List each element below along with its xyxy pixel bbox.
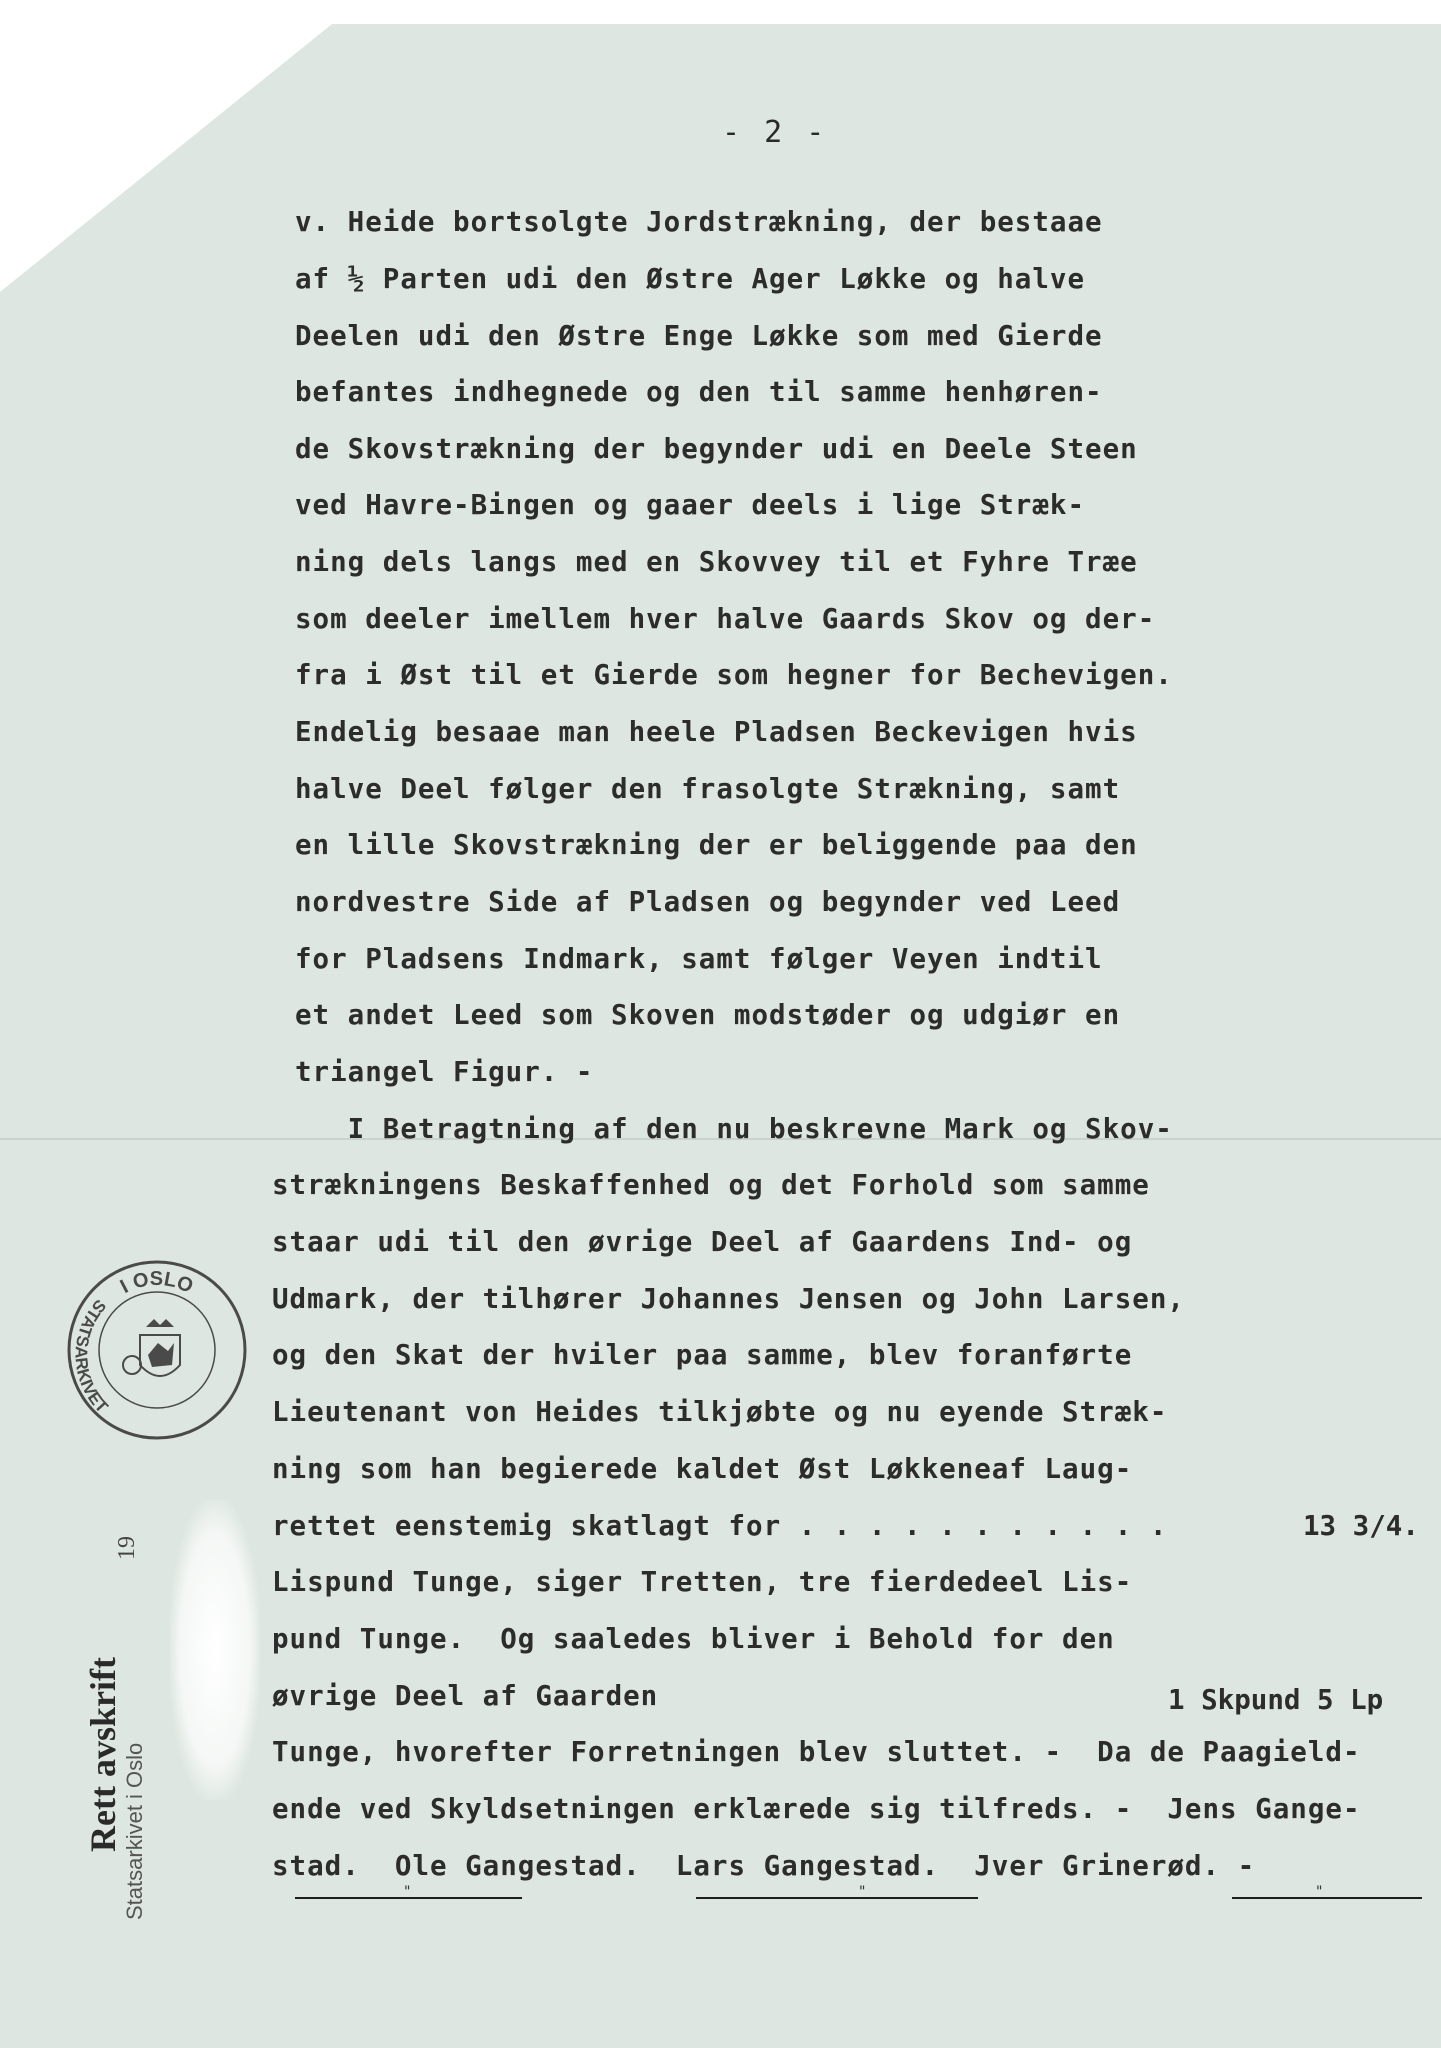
margin-title: Rett avskrift <box>83 1657 123 1852</box>
text-line: Lieutenant von Heides tilkjøbte og nu eyende Stræk- <box>272 1396 1168 1428</box>
text-line: staar udi til den øvrige Deel af Gaardens Ind- og <box>272 1226 1133 1258</box>
underline-segment <box>696 1897 978 1899</box>
text-line: af ½ Parten udi den Østre Ager Løkke og halve <box>295 263 1086 295</box>
text-line: Tunge, hvorefter Forretningen blev sluttet. - Da de Paagield- <box>272 1736 1361 1768</box>
stamp-side-text: STATSARKIVET <box>71 1295 112 1417</box>
amount-right-2: 1 Skpund 5 Lp <box>1168 1684 1384 1716</box>
text-line: pund Tunge. Og saaledes bliver i Behold for den <box>272 1623 1115 1655</box>
text-line: de Skovstrækning der begynder udi en Deele Steen <box>295 433 1138 465</box>
text-line: triangel Figur. - <box>295 1056 594 1088</box>
text-line: halve Deel følger den frasolgte Strækning, samt <box>295 773 1121 805</box>
text-line: Lispund Tunge, siger Tretten, tre fierdedeel Lis- <box>272 1566 1133 1598</box>
page-number: - 2 - <box>722 115 828 150</box>
amount-right-1: 13 3/4. <box>1303 1510 1419 1542</box>
coat-of-arms-icon <box>123 1319 180 1376</box>
text-line: befantes indhegnede og den til samme henhøren- <box>295 376 1103 408</box>
text-line: rettet eenstemig skatlagt for . . . . . . . . . . . <box>272 1510 1168 1542</box>
text-line: strækningens Beskaffenhed og det Forhold som samme <box>272 1169 1150 1201</box>
ditto-mark: " <box>858 1884 867 1900</box>
underline-segment <box>1232 1897 1422 1899</box>
text-line: ning dels langs med en Skovvey til et Fyhre Træe <box>295 546 1138 578</box>
margin-year: 19 <box>114 1536 140 1560</box>
text-line: ende ved Skyldsetningen erklærede sig tilfreds. - Jens Gange- <box>272 1793 1361 1825</box>
margin-annotation <box>64 1657 124 1860</box>
text-line: Udmark, der tilhører Johannes Jensen og John Larsen, <box>272 1283 1185 1315</box>
text-line: for Pladsens Indmark, samt følger Veyen indtil <box>295 943 1103 975</box>
text-line: Deelen udi den Østre Enge Løkke som med Gierde <box>295 320 1103 352</box>
text-line: nordvestre Side af Pladsen og begynder ved Leed <box>295 886 1121 918</box>
text-line: ning som han begierede kaldet Øst Løkkeneaf Laug- <box>272 1453 1133 1485</box>
text-line: og den Skat der hviler paa samme, blev foranførte <box>272 1339 1133 1371</box>
ditto-mark: " <box>403 1884 412 1900</box>
archive-stamp <box>62 1255 252 1445</box>
margin-subtitle: Statsarkivet i Oslo <box>122 1742 147 1920</box>
text-line: fra i Øst til et Gierde som hegner for Bechevigen. <box>295 659 1173 691</box>
text-line: en lille Skovstrækning der er beliggende paa den <box>295 829 1138 861</box>
text-line: stad. Ole Gangestad. Lars Gangestad. Jver Grinerød. - <box>272 1850 1256 1882</box>
text-line: Endelig besaae man heele Pladsen Beckevigen hvis <box>295 716 1138 748</box>
text-line: som deeler imellem hver halve Gaards Skov og der- <box>295 603 1156 635</box>
text-line: et andet Leed som Skoven modstøder og udgiør en <box>295 999 1121 1031</box>
ditto-mark: " <box>1315 1884 1324 1900</box>
paper-smudge <box>170 1500 260 1800</box>
stamp-top-text: I OSLO <box>116 1267 197 1299</box>
text-line: v. Heide bortsolgte Jordstrækning, der bestaae <box>295 206 1103 238</box>
text-line: I Betragtning af den nu beskrevne Mark og Skov- <box>295 1113 1173 1145</box>
text-line: øvrige Deel af Gaarden <box>272 1680 659 1712</box>
text-line: ved Havre-Bingen og gaaer deels i lige Stræk- <box>295 489 1086 521</box>
